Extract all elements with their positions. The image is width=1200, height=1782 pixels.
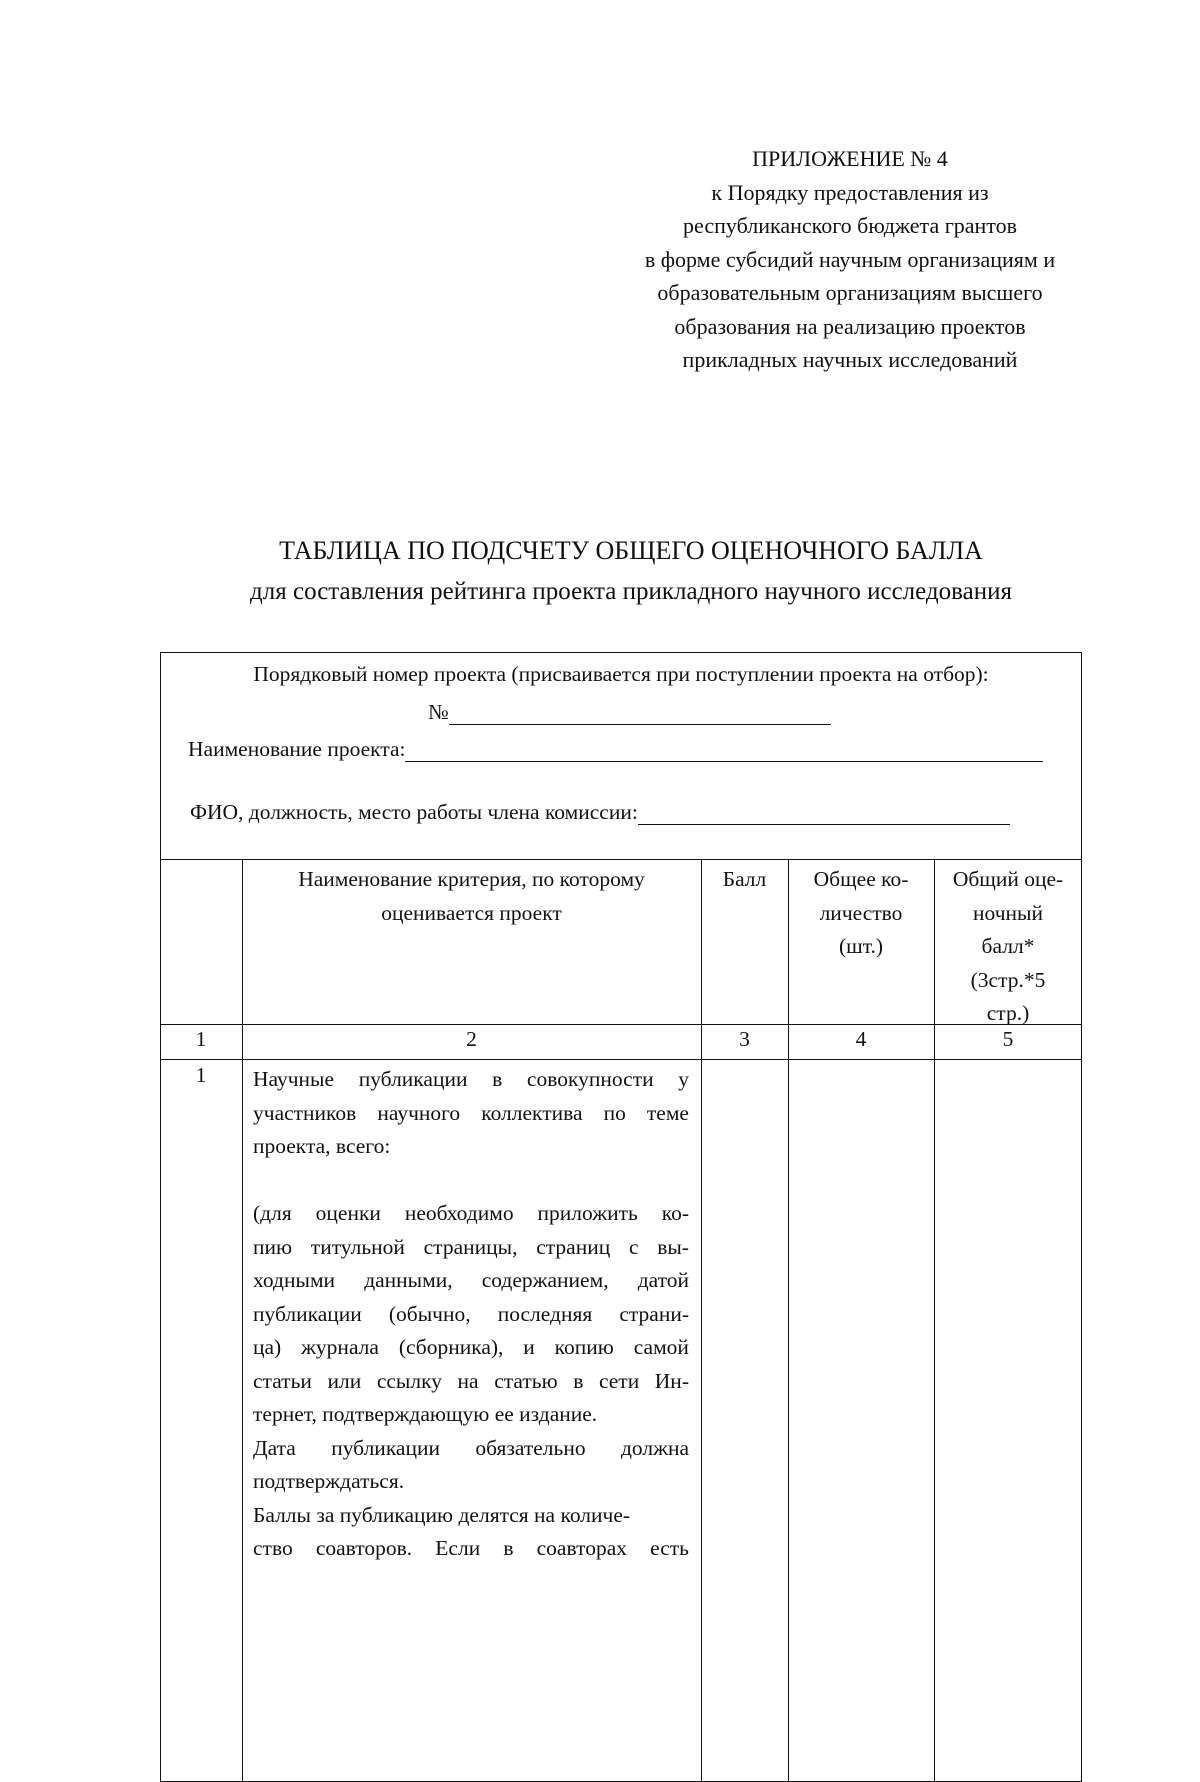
appendix-header	[600, 142, 1100, 377]
criterion-line: тернет, подтверждающую ее издание.	[253, 1402, 598, 1426]
criterion-text	[253, 1063, 689, 1566]
appendix-line: образовательным организациям высшего	[657, 280, 1043, 305]
criterion-word: копию	[554, 1335, 614, 1359]
appendix-line: прикладных научных исследований	[682, 347, 1018, 372]
criterion-line	[253, 1264, 689, 1298]
member-label: ФИО, должность, место работы члена комиссии:	[190, 800, 638, 824]
header-line: Балл	[722, 867, 767, 891]
header-line: оценивается проект	[381, 900, 562, 925]
criterion-word: статью	[494, 1368, 558, 1393]
criterion-line	[253, 1063, 689, 1097]
criterion-word: ко-	[661, 1201, 689, 1225]
criterion-word: вы-	[657, 1234, 689, 1259]
criterion-word: сети	[598, 1368, 640, 1393]
criterion-word: соавторах	[536, 1536, 627, 1560]
appendix-line: к Порядку предоставления из	[711, 179, 989, 205]
column-number: 2	[466, 1027, 477, 1051]
criterion-word: оценки	[315, 1201, 381, 1225]
header-count	[788, 863, 934, 964]
criterion-word: соавторов.	[315, 1536, 413, 1560]
project-number-label: Порядковый номер проекта (присваивается при поступлении проекта на отбор):	[253, 662, 989, 686]
header-line: Общее ко-	[813, 867, 909, 891]
header-line: (3стр.*5	[970, 967, 1046, 992]
header-score	[701, 863, 788, 897]
criterion-line	[253, 1532, 689, 1566]
project-number-blank[interactable]	[449, 702, 831, 725]
criterion-word: самой	[633, 1335, 689, 1359]
criterion-word: содержанием,	[481, 1268, 609, 1292]
header-line: Наименование критерия, по которому	[298, 867, 645, 891]
header-total	[934, 863, 1082, 1031]
criterion-line	[253, 1231, 689, 1265]
criterion-word: страницы,	[423, 1234, 518, 1259]
criterion-line	[253, 1365, 689, 1399]
criterion-word: совокупности	[526, 1067, 654, 1091]
project-name-label: Наименование проекта:	[188, 737, 406, 761]
criterion-word: Научные	[253, 1067, 335, 1091]
criterion-word: по	[603, 1100, 626, 1125]
project-name-blank[interactable]	[405, 739, 1043, 762]
column-numbers-bottom	[160, 1059, 1082, 1060]
criterion-word: и	[523, 1335, 535, 1359]
appendix-line: образования на реализацию проектов	[674, 313, 1026, 339]
criterion-word: Если	[435, 1536, 481, 1560]
header-line: (шт.)	[838, 934, 884, 958]
document-subtitle: для составления рейтинга проекта прикладного научного исследования	[250, 578, 1012, 605]
criterion-line	[253, 1331, 689, 1365]
number-sign: №	[428, 700, 449, 724]
member-field[interactable]	[190, 800, 1010, 825]
criterion-line: Баллы за публикацию делятся на количе-	[253, 1502, 631, 1527]
criterion-word: (сборника),	[398, 1335, 504, 1359]
criterion-word: ство	[253, 1536, 293, 1560]
criterion-line: проекта, всего:	[253, 1134, 391, 1158]
criterion-line	[253, 1432, 689, 1466]
column-divider	[701, 859, 702, 1782]
criterion-word: есть	[650, 1536, 689, 1560]
column-number: 5	[1002, 1027, 1014, 1051]
criterion-word: (для	[253, 1201, 292, 1225]
criterion-line	[253, 1164, 689, 1198]
criterion-word: в	[503, 1536, 514, 1560]
criterion-word: теме	[646, 1100, 689, 1125]
criterion-word: статьи	[253, 1368, 312, 1393]
criterion-word: в	[573, 1368, 584, 1393]
column-number: 3	[739, 1027, 750, 1051]
project-number-field[interactable]	[428, 700, 831, 725]
criterion-word: необходимо	[404, 1201, 514, 1225]
header-divider	[160, 859, 1082, 860]
document-title: ТАБЛИЦА ПО ПОДСЧЕТУ ОБЩЕГО ОЦЕНОЧНОГО БАЛЛА	[279, 536, 983, 565]
column-divider	[788, 859, 789, 1782]
criterion-word: должна	[620, 1435, 689, 1460]
criterion-line: подтверждаться.	[253, 1469, 405, 1493]
criterion-word: ходными	[253, 1268, 336, 1292]
member-blank[interactable]	[638, 802, 1010, 825]
appendix-line: в форме субсидий научным организациям и	[644, 246, 1056, 272]
criterion-word: датой	[637, 1268, 689, 1292]
criterion-word: у	[678, 1067, 689, 1091]
criterion-word: или	[327, 1368, 362, 1393]
criterion-word: последняя	[497, 1301, 593, 1326]
criterion-line	[253, 1197, 689, 1231]
criterion-word: публикации	[253, 1301, 362, 1326]
criterion-word: ссылку	[376, 1368, 442, 1393]
appendix-line: ПРИЛОЖЕНИЕ № 4	[752, 146, 948, 171]
header-line: Общий оце-	[952, 867, 1064, 891]
criterion-line	[253, 1298, 689, 1332]
criterion-word: обязательно	[475, 1435, 586, 1460]
criterion-word: приложить	[537, 1201, 638, 1225]
criterion-word: данными,	[364, 1268, 453, 1292]
criterion-line	[253, 1097, 689, 1131]
appendix-line: республиканского бюджета грантов	[683, 213, 1017, 238]
header-line: балл*	[981, 934, 1035, 958]
column-divider	[242, 859, 243, 1782]
criterion-word: публикации	[331, 1435, 440, 1460]
criterion-word: Дата	[253, 1435, 296, 1460]
criterion-word: научного	[377, 1100, 461, 1125]
criterion-word: Ин-	[654, 1368, 689, 1393]
criterion-word: журнала	[301, 1335, 379, 1359]
criterion-word: публикации	[358, 1067, 468, 1091]
row-number: 1	[195, 1063, 207, 1087]
criterion-word: титульной	[310, 1234, 405, 1259]
column-number: 4	[855, 1027, 867, 1051]
header-line: личество	[819, 900, 903, 925]
header-criterion	[242, 863, 701, 930]
criterion-word: страни-	[619, 1301, 689, 1326]
header-line: стр.)	[986, 1001, 1030, 1025]
criterion-word: коллектива	[481, 1100, 583, 1125]
criterion-word: на	[457, 1368, 479, 1393]
criterion-word: страниц	[536, 1234, 611, 1259]
criterion-word: с	[628, 1234, 639, 1259]
project-name-field[interactable]	[188, 737, 1043, 762]
criterion-word: в	[492, 1067, 503, 1091]
criterion-word: пию	[253, 1234, 293, 1259]
column-number: 1	[195, 1027, 207, 1051]
header-line: ночный	[973, 900, 1043, 925]
criterion-word: (обычно,	[388, 1301, 471, 1326]
criterion-word: ца)	[253, 1335, 282, 1359]
criterion-word: участников	[253, 1100, 357, 1125]
